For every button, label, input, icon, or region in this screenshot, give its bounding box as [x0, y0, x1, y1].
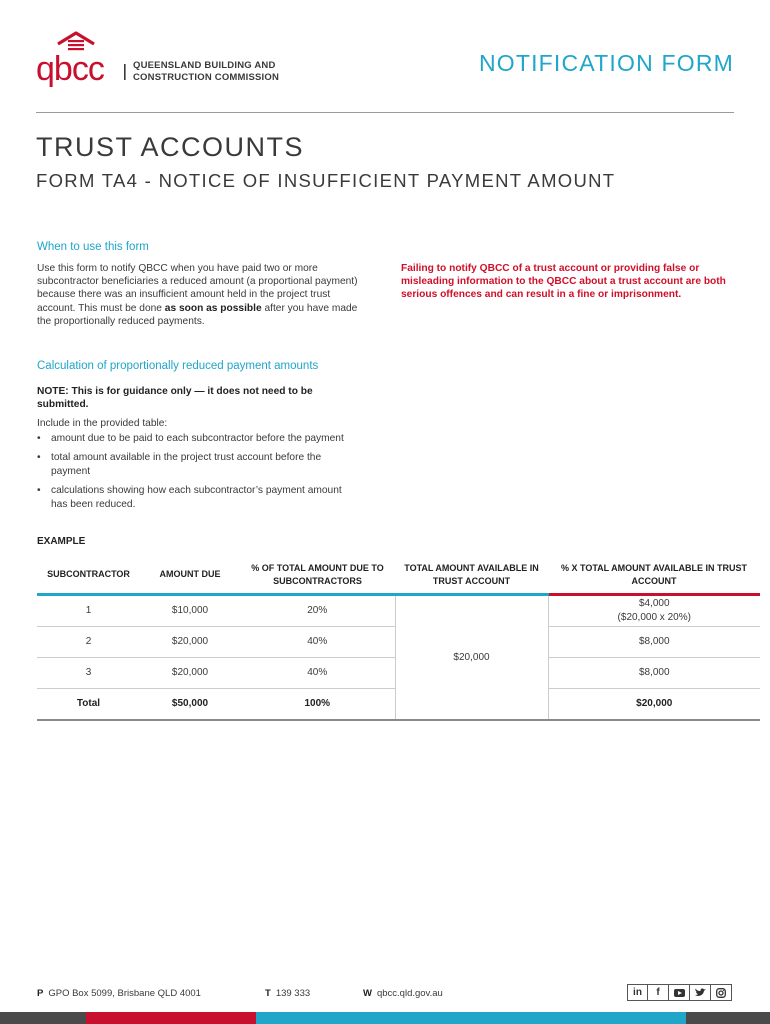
footer-bar-segment-red	[86, 1012, 256, 1024]
footer-web-value[interactable]: qbcc.qld.gov.au	[376, 988, 443, 999]
cell-total-calculated: $20,000	[548, 689, 760, 721]
cell-calculated-amount: $8,000	[548, 627, 760, 658]
linkedin-icon[interactable]: in	[627, 984, 648, 1001]
when-text-part-2: after you have made the proportionally reduced payments.	[37, 302, 358, 327]
when-to-use-text	[37, 262, 367, 328]
twitter-icon[interactable]	[690, 984, 711, 1001]
footer-bar-segment-blue	[256, 1012, 686, 1024]
calculation-heading: Calculation of proportionally reduced payment amounts	[37, 360, 319, 372]
cell-percent: 40%	[240, 658, 395, 689]
table-row	[37, 595, 760, 627]
include-list	[37, 432, 357, 517]
footer-postal-value: GPO Box 5099, Brisbane QLD 4001	[48, 988, 201, 999]
document-subtitle: FORM TA4 - NOTICE OF INSUFFICIENT PAYMENT AMOUNT	[36, 170, 616, 191]
include-intro: Include in the provided table:	[37, 418, 168, 429]
cell-total-percent: 100%	[240, 689, 395, 721]
document-title: TRUST ACCOUNTS	[36, 132, 305, 162]
cell-subcontractor: 3	[37, 658, 140, 689]
footer-phone-label: T	[265, 988, 271, 999]
org-name-line-2: CONSTRUCTION COMMISSION	[133, 71, 280, 83]
footer-website	[363, 988, 443, 999]
instagram-icon[interactable]	[711, 984, 732, 1001]
cell-subcontractor: 2	[37, 627, 140, 658]
cell-total-label: Total	[37, 689, 140, 721]
guidance-note: NOTE: This is for guidance only — it does not need to be submitted.	[37, 386, 313, 411]
footer-web-label: W	[363, 988, 372, 999]
example-label: EXAMPLE	[37, 536, 86, 547]
org-name-line-1: QUEENSLAND BUILDING AND	[133, 60, 276, 71]
cell-percent: 20%	[240, 595, 395, 627]
footer-phone-value: 139 333	[275, 988, 311, 999]
warning-text: Failing to notify QBCC of a trust account or providing false or misleading information to the QBCC about a trust account are both serious offences and can result in a fine or imprisonment.	[401, 263, 726, 301]
footer-phone	[265, 988, 310, 999]
list-item: • calculations showing how each subcontractor’s payment amount has been reduced.	[37, 484, 357, 512]
footer-bar-segment-gray	[0, 1012, 86, 1024]
cell-total-available: $20,000	[395, 595, 548, 721]
footer-color-bar	[0, 1012, 770, 1024]
calculated-amount-value: $4,000	[638, 598, 670, 609]
organisation-name	[133, 60, 279, 83]
cell-total-due: $50,000	[140, 689, 240, 721]
header-divider	[36, 112, 734, 113]
cell-percent: 40%	[240, 627, 395, 658]
header-percent-of-total: % OF TOTAL AMOUNT DUE TO SUBCONTRACTORS	[240, 556, 395, 595]
footer-bar-segment-gray-end	[686, 1012, 770, 1024]
footer-postal-label: P	[37, 988, 44, 999]
form-type-title: NOTIFICATION FORM	[478, 50, 734, 76]
qbcc-logo	[36, 30, 136, 96]
list-item: • total amount available in the project trust account before the payment	[37, 451, 357, 479]
logo-wordmark: qbcc	[36, 50, 104, 88]
cell-amount-due: $20,000	[140, 658, 240, 689]
youtube-icon[interactable]	[669, 984, 690, 1001]
cell-calculated-amount: $8,000	[548, 658, 760, 689]
list-item: • amount due to be paid to each subcontractor before the payment	[37, 432, 357, 446]
header-amount-due: AMOUNT DUE	[140, 556, 240, 595]
table-header-row	[37, 556, 760, 595]
when-text-emphasis: as soon as possible	[164, 302, 262, 314]
when-to-use-heading: When to use this form	[37, 241, 149, 253]
header-percent-x-available: % X TOTAL AMOUNT AVAILABLE IN TRUST ACCOUNT	[548, 556, 760, 595]
calculated-amount-note: ($20,000 x 20%)	[617, 612, 691, 623]
cell-calculated-amount	[548, 595, 760, 627]
cell-amount-due: $10,000	[140, 595, 240, 627]
when-text-part-1: Use this form to notify QBCC when you have paid two or more subcontractor beneficiaries a reduced amount (a proportional payment) because there was an insufficient amount held in the project trust account. This must be done	[37, 263, 358, 314]
footer-postal-address	[37, 988, 201, 999]
cell-amount-due: $20,000	[140, 627, 240, 658]
header-total-available: TOTAL AMOUNT AVAILABLE IN TRUST ACCOUNT	[395, 556, 548, 595]
social-links	[627, 984, 732, 1001]
example-table	[37, 556, 760, 721]
header-subcontractor: SUBCONTRACTOR	[37, 556, 140, 595]
cell-subcontractor: 1	[37, 595, 140, 627]
facebook-icon[interactable]: f	[648, 984, 669, 1001]
